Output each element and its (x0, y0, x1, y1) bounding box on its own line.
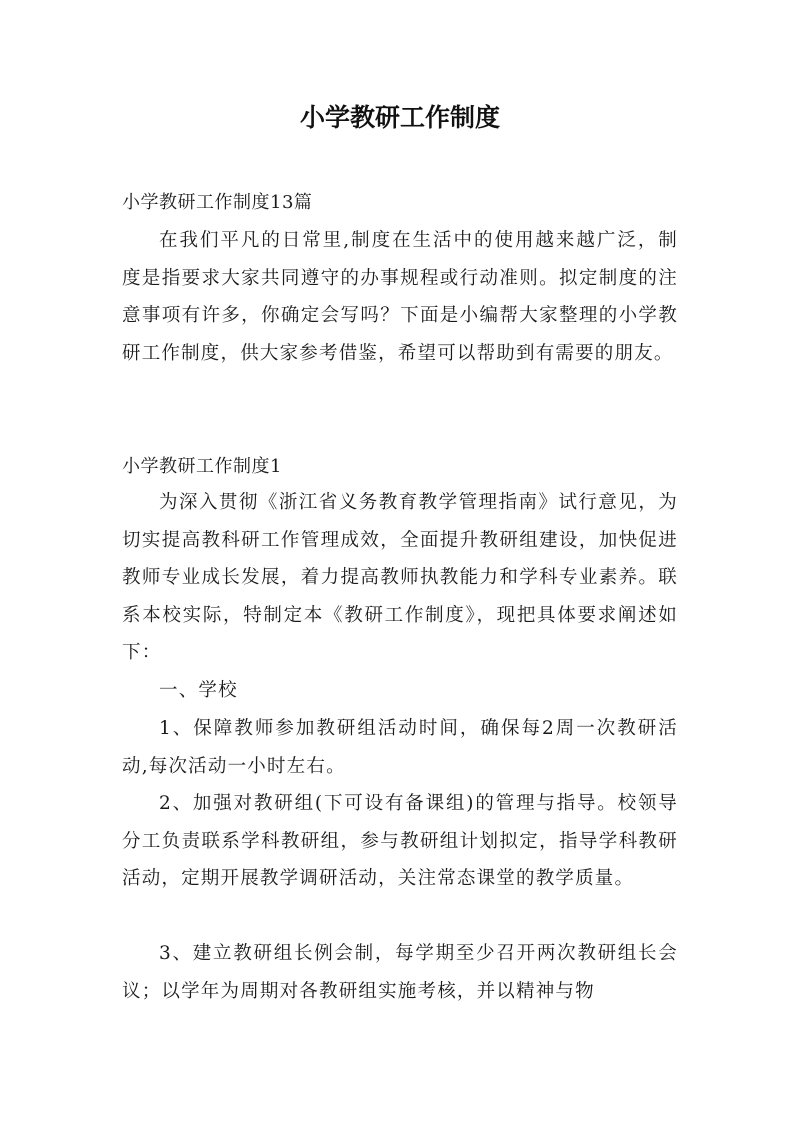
list-item: 1、保障教师参加教研组活动时间，确保每2周一次教研活动,每次活动一小时左右。 (122, 718, 678, 777)
document-title: 小学教研工作制度 (299, 103, 500, 132)
part-heading: 一、学校 (159, 680, 238, 701)
list-item: 2、加强对教研组(下可设有备课组)的管理与指导。校领导分工负责联系学科教研组，参与教研组计划拟定，指导学科教研活动，定期开展教学调研活动，关注常态课堂的教学质量。 (122, 793, 678, 889)
section-heading: 小学教研工作制度1 (122, 456, 282, 477)
list-item: 3、建立教研组长例会制，每学期至少召开两次教研组长会议；以学年为周期对各教研组实施考核，并以精神与物 (122, 943, 678, 1002)
document-subtitle: 小学教研工作制度13篇 (122, 192, 313, 213)
section-intro-paragraph: 为深入贯彻《浙江省义务教育教学管理指南》试行意见，为切实提高教科研工作管理成效，全面提升教研组建设，加快促进教师专业成长发展，着力提高教师执教能力和学科专业素养。联系本校实际，特制定本《教研工作制度》，现把具体要求阐述如下： (122, 492, 678, 663)
intro-paragraph: 在我们平凡的日常里,制度在生活中的使用越来越广泛，制度是指要求大家共同遵守的办事规程或行动准则。拟定制度的注意事项有许多，你确定会写吗？下面是小编帮大家整理的小学教研工作制度，供大家参考借鉴，希望可以帮助到有需要的朋友。 (122, 230, 678, 364)
